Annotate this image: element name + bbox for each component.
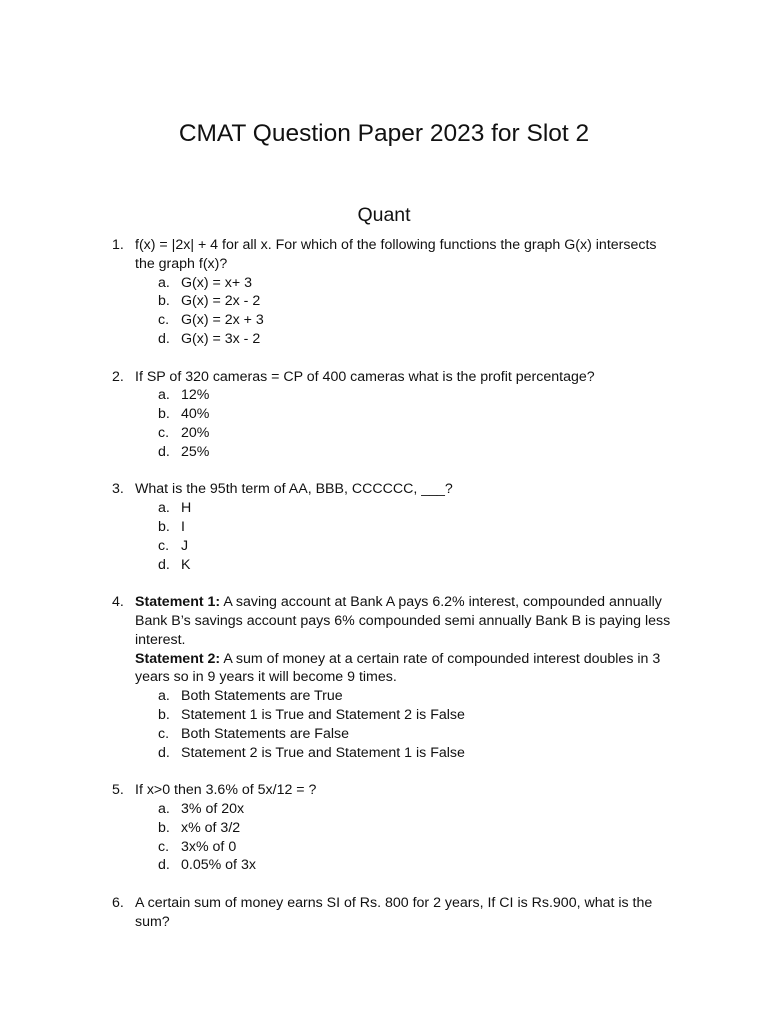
question-4 bbox=[0, 593, 768, 762]
option-letter: c. bbox=[158, 725, 170, 742]
question-list bbox=[0, 236, 768, 931]
option-text: 12% bbox=[181, 387, 210, 404]
option-text: x% of 3/2 bbox=[181, 819, 241, 836]
option-letter: c. bbox=[158, 838, 170, 855]
option-list bbox=[135, 499, 680, 574]
option-text: H bbox=[181, 500, 192, 517]
question-body bbox=[135, 368, 680, 462]
statement-2-text: A sum of money at a certain rate of compounded interest doubles in 3 years so in 9 years it will become 9 times. bbox=[135, 650, 661, 686]
option-letter: c. bbox=[158, 424, 170, 441]
question-body bbox=[135, 480, 680, 574]
option-text: I bbox=[181, 518, 185, 535]
option-letter: d. bbox=[158, 744, 170, 761]
option-a bbox=[135, 499, 680, 518]
question-text: A certain sum of money earns SI of Rs. 800 for 2 years, If CI is Rs.900, what is the sum? bbox=[135, 894, 653, 930]
option-text: 40% bbox=[181, 406, 210, 423]
statement-1-label: Statement 1: bbox=[135, 594, 221, 611]
option-text: J bbox=[181, 537, 189, 554]
option-d bbox=[135, 330, 680, 349]
option-a bbox=[135, 274, 680, 293]
option-a bbox=[135, 386, 680, 405]
option-text: 3% of 20x bbox=[181, 800, 245, 817]
option-text: Both Statements are True bbox=[181, 688, 343, 705]
question-number: 2. bbox=[112, 368, 124, 385]
option-list bbox=[135, 274, 680, 349]
option-list bbox=[135, 386, 680, 461]
option-letter: d. bbox=[158, 857, 170, 874]
option-letter: a. bbox=[158, 688, 170, 705]
option-a bbox=[135, 687, 680, 706]
option-list bbox=[135, 800, 680, 875]
question-number: 4. bbox=[112, 594, 124, 611]
option-text: G(x) = 2x - 2 bbox=[181, 293, 261, 310]
option-c bbox=[135, 725, 680, 744]
question-text: f(x) = |2x| + 4 for all x. For which of the following functions the graph G(x) intersects the graph f(x)? bbox=[135, 237, 657, 272]
question-body bbox=[135, 236, 680, 349]
option-letter: c. bbox=[158, 312, 170, 329]
question-body bbox=[135, 781, 680, 875]
option-text: Statement 2 is True and Statement 1 is False bbox=[181, 744, 465, 761]
question-text: If x>0 then 3.6% of 5x/12 = ? bbox=[135, 782, 317, 799]
option-d bbox=[135, 856, 680, 875]
question-text: What is the 95th term of AA, BBB, CCCCCC, ___? bbox=[135, 481, 453, 498]
option-b bbox=[135, 819, 680, 838]
option-b bbox=[135, 292, 680, 311]
option-text: G(x) = x+ 3 bbox=[181, 274, 252, 291]
question-number: 6. bbox=[112, 894, 124, 911]
option-letter: b. bbox=[158, 518, 170, 535]
statement-1 bbox=[135, 593, 680, 649]
question-body bbox=[135, 894, 680, 932]
option-letter: a. bbox=[158, 274, 170, 291]
option-c bbox=[135, 838, 680, 857]
question-text: If SP of 320 cameras = CP of 400 cameras what is the profit percentage? bbox=[135, 368, 595, 385]
option-text: 25% bbox=[181, 443, 210, 460]
option-list bbox=[135, 687, 680, 762]
option-d bbox=[135, 556, 680, 575]
statement-2 bbox=[135, 650, 680, 688]
option-letter: a. bbox=[158, 500, 170, 517]
question-6 bbox=[0, 894, 768, 932]
option-letter: b. bbox=[158, 293, 170, 310]
option-d bbox=[135, 443, 680, 462]
statement-1-text: A saving account at Bank A pays 6.2% interest, compounded annually Bank B’s savings account pays 6% compounded semi annually Bank B is paying less interest. bbox=[135, 594, 671, 648]
option-c bbox=[135, 311, 680, 330]
option-text: Both Statements are False bbox=[181, 725, 349, 742]
section-title: Quant bbox=[357, 204, 411, 226]
option-text: K bbox=[181, 556, 191, 573]
option-text: Statement 1 is True and Statement 2 is False bbox=[181, 706, 465, 723]
option-letter: d. bbox=[158, 556, 170, 573]
option-letter: a. bbox=[158, 800, 170, 817]
option-b bbox=[135, 706, 680, 725]
option-letter: a. bbox=[158, 387, 170, 404]
option-b bbox=[135, 518, 680, 537]
document-title: CMAT Question Paper 2023 for Slot 2 bbox=[178, 120, 590, 147]
option-text: 3x% of 0 bbox=[181, 838, 237, 855]
question-number: 1. bbox=[112, 237, 124, 253]
question-2 bbox=[0, 368, 768, 462]
option-letter: b. bbox=[158, 819, 170, 836]
option-c bbox=[135, 537, 680, 556]
question-body bbox=[135, 593, 680, 762]
option-letter: b. bbox=[158, 706, 170, 723]
question-1 bbox=[0, 236, 768, 349]
option-d bbox=[135, 744, 680, 763]
option-letter: d. bbox=[158, 443, 170, 460]
option-text: 20% bbox=[181, 424, 210, 441]
option-b bbox=[135, 405, 680, 424]
question-number: 3. bbox=[112, 481, 124, 498]
option-a bbox=[135, 800, 680, 819]
option-text: 0.05% of 3x bbox=[181, 857, 256, 874]
option-letter: b. bbox=[158, 406, 170, 423]
statement-2-label: Statement 2: bbox=[135, 650, 221, 667]
option-text: G(x) = 2x + 3 bbox=[181, 312, 264, 329]
option-letter: c. bbox=[158, 537, 170, 554]
option-letter: d. bbox=[158, 330, 170, 347]
question-3 bbox=[0, 480, 768, 574]
question-5 bbox=[0, 781, 768, 875]
option-text: G(x) = 3x - 2 bbox=[181, 330, 261, 347]
question-number: 5. bbox=[112, 782, 124, 799]
option-c bbox=[135, 424, 680, 443]
